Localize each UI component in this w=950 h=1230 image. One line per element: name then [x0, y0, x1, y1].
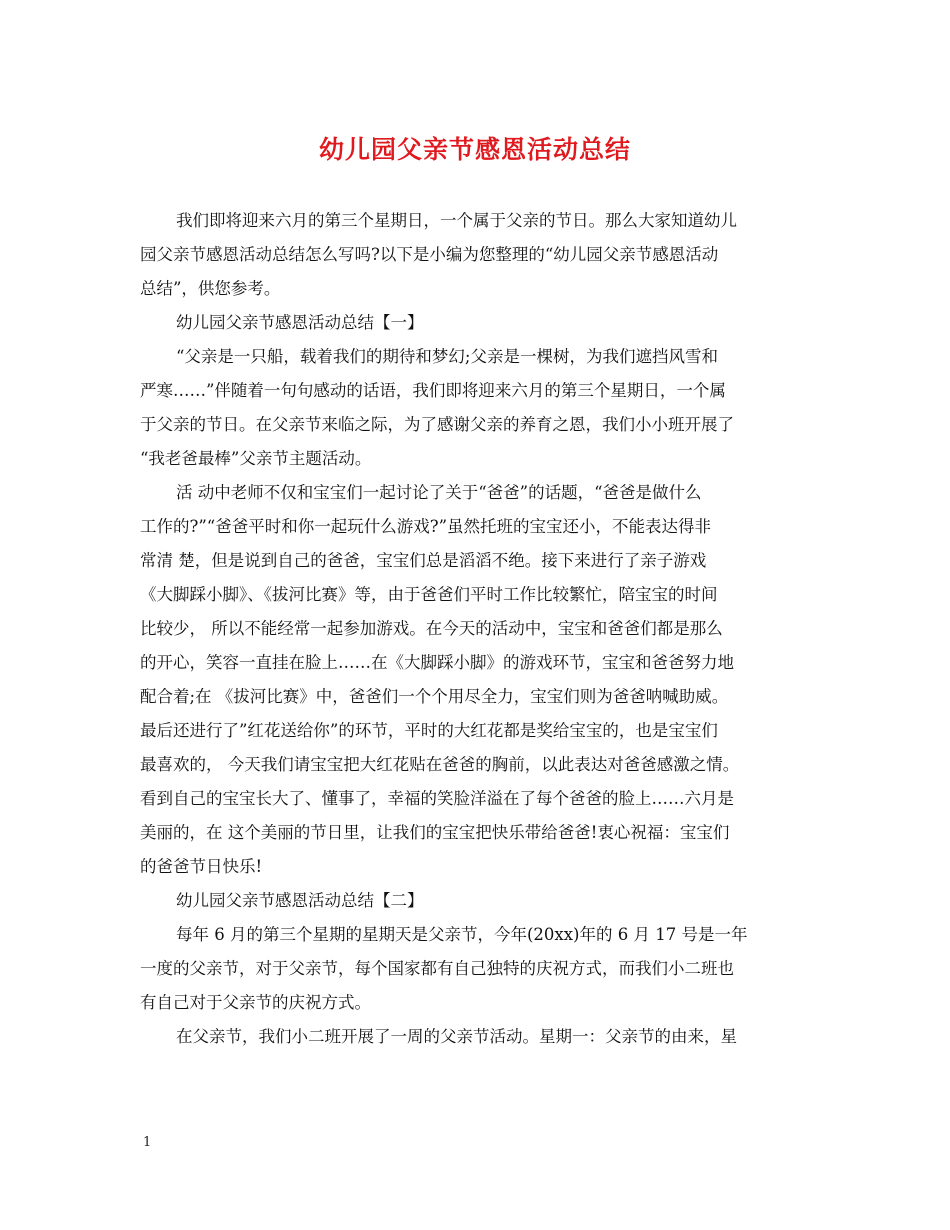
text-line: 在父亲节，我们小二班开展了一周的父亲节活动。星期一：父亲节的由来，星 [176, 1027, 737, 1046]
text-line: 幼儿园父亲节感恩活动总结【一】 [176, 313, 424, 332]
text-line: 有自己对于父亲节的庆祝方式。 [140, 993, 371, 1012]
text-line: 的开心，笑容一直挂在脸上……在《大脚踩小脚》的游戏环节，宝宝和爸爸努力地 [140, 653, 734, 672]
text-line: 最后还进行了”红花送给你”的环节，平时的大红花都是奖给宝宝的，也是宝宝们 [140, 721, 718, 740]
text-line: 活 动中老师不仅和宝宝们一起讨论了关于“爸爸”的话题，“爸爸是做什么 [176, 483, 702, 502]
text-line: 严寒……”伴随着一句句感动的话语，我们即将迎来六月的第三个星期日，一个属 [140, 381, 726, 400]
text-line: “我老爸最棒”父亲节主题活动。 [140, 449, 372, 468]
text-line: 美丽的，在 这个美丽的节日里，让我们的宝宝把快乐带给爸爸!衷心祝福：宝宝们 [140, 823, 730, 842]
text-line: 常清 楚，但是说到自己的爸爸，宝宝们总是滔滔不绝。接下来进行了亲子游戏 [140, 551, 707, 570]
text-line: 的爸爸节日快乐! [140, 857, 263, 876]
text-line: 配合着;在 《拔河比赛》中，爸爸们一个个用尽全力，宝宝们则为爸爸呐喊助威。 [140, 687, 729, 706]
text-line: 总结”，供您参考。 [140, 279, 281, 298]
text-line: 工作的?”“爸爸平时和你一起玩什么游戏?”虽然托班的宝宝还小，不能表达得非 [140, 517, 711, 536]
text-line: 园父亲节感恩活动总结怎么写吗?以下是小编为您整理的“幼儿园父亲节感恩活动 [140, 245, 719, 264]
text-line: 每年 6 月的第三个星期的星期天是父亲节，今年(20xx)年的 6 月 17 号是一年 [176, 925, 748, 944]
text-line: 《大脚踩小脚》、《拔河比赛》等，由于爸爸们平时工作比较繁忙，陪宝宝的时间 [140, 585, 718, 604]
document-title: 幼儿园父亲节感恩活动总结 [318, 135, 631, 164]
text-line: “父亲是一只船，载着我们的期待和梦幻;父亲是一棵树，为我们遮挡风雪和 [176, 347, 718, 366]
document-body [140, 204, 830, 1054]
text-line: 最喜欢的， 今天我们请宝宝把大红花贴在爸爸的胸前，以此表达对爸爸感激之情。 [140, 755, 740, 774]
text-line: 看到自己的宝宝长大了、懂事了，幸福的笑脸洋溢在了每个爸爸的脸上……六月是 [140, 789, 734, 808]
text-line: 于父亲的节日。在父亲节来临之际，为了感谢父亲的养育之恩，我们小小班开展了 [140, 415, 734, 434]
text-line: 一度的父亲节，对于父亲节，每个国家都有自己独特的庆祝方式，而我们小二班也 [140, 959, 734, 978]
page-number: 1 [143, 1135, 152, 1150]
text-line: 比较少， 所以不能经常一起参加游戏。在今天的活动中，宝宝和爸爸们都是那么 [140, 619, 723, 638]
text-line: 我们即将迎来六月的第三个星期日，一个属于父亲的节日。那么大家知道幼儿 [176, 211, 737, 230]
text-line: 幼儿园父亲节感恩活动总结【二】 [176, 891, 424, 910]
